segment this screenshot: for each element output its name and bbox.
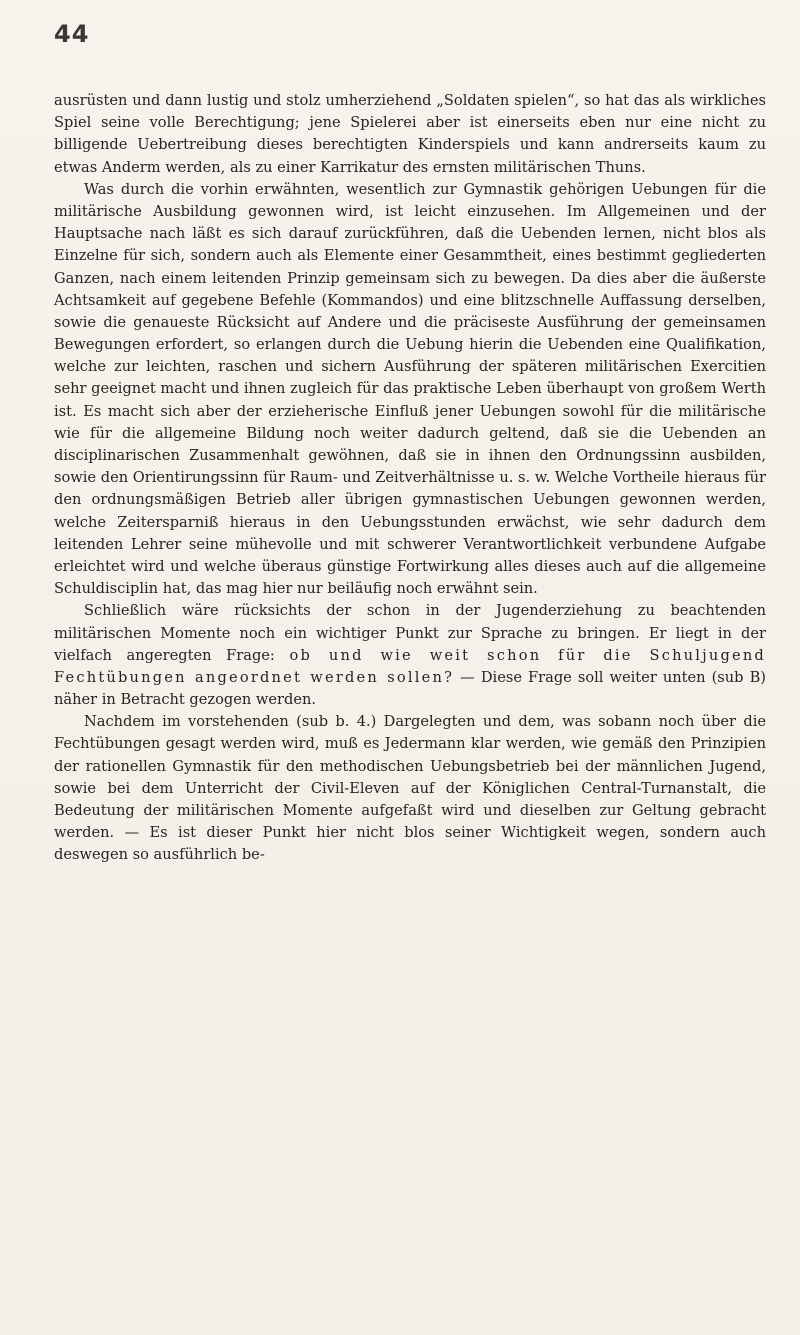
paragraph-4: Nachdem im vorstehenden (sub b. 4.) Dargelegten und dem, was sobann noch über die Fechtübungen gesagt werden wird, muß es Jedermann klar werden, wie gemäß den Prinzipien der rationellen Gymnastik für den methodischen Uebungsbetrieb bei der männlichen Jugend, sowie bei dem Unterricht der Civil-Eleven auf der Königlichen Central-Turnanstalt, die Bedeutung der militärischen Momente aufgefaßt wird und dieselben zur Geltung gebracht werden. — Es ist dieser Punkt hier nicht blos seiner Wichtigkeit wegen, sondern auch deswegen so ausführlich be- (54, 713, 766, 864)
body-text (54, 90, 766, 867)
page-number: 44 (54, 20, 90, 48)
paragraph-3 (54, 600, 766, 711)
spaced-question: ob und wie weit schon für die Schuljugend Fechtübungen angeordnet werden sollen? (54, 646, 766, 686)
paragraph-3-text-after: — Diese Frage soll weiter unten (sub B) näher in Betracht gezogen werden. (54, 668, 766, 709)
paragraph-1: ausrüsten und dann lustig und stolz umherziehend „Soldaten spielen“, so hat das als wirkliches Spiel seine volle Berechtigung; jene Spielerei aber ist einerseits eben nur eine nicht zu billigende Uebertreibung dieses berechtigten Kinderspiels und kann andrerseits kaum zu etwas Anderm werden, als zu einer Karrikatur des ernsten militärischen Thuns. (54, 92, 766, 176)
paragraph-3-text-before: Schließlich wäre rücksichts der schon in der Jugenderziehung zu beachtenden militärischen Momente noch ein wichtiger Punkt zur Sprache zu bringen. Er liegt in der vielfach angeregten Frage: (54, 602, 766, 664)
paragraph-2: Was durch die vorhin erwähnten, wesentlich zur Gymnastik gehörigen Uebungen für die militärische Ausbildung gewonnen wird, ist leicht einzusehen. Im Allgemeinen und der Hauptsache nach läßt es sich darauf zurückführen, daß die Uebenden lernen, nicht blos als Einzelne für sich, sondern auch als Elemente einer Gesammtheit, eines bestimmt gegliederten Ganzen, nach einem leitenden Prinzip gemeinsam sich zu bewegen. Da dies aber die äußerste Achtsamkeit auf gegebene Befehle (Kommandos) und eine blitzschnelle Auffassung derselben, sowie die genaueste Rücksicht auf Andere und die präciseste Ausführung der gemeinsamen Bewegungen erfordert, so erlangen durch die Uebung hierin die Uebenden eine Qualifikation, welche zur leichten, raschen und sichern Ausführung der späteren militärischen Exercitien sehr geeignet macht und ihnen zugleich für das praktische Leben überhaupt von großem Werth ist. Es macht sich aber der erzieherische Einfluß jener Uebungen sowohl für die militärische wie für die allgemeine Bildung noch weiter dadurch geltend, daß sie die Uebenden an disciplinarischen Zusammenhalt gewöhnen, daß sie in ihnen den Ordnungssinn ausbilden, sowie den Orientirungssinn für Raum- und Zeitverhältnisse u. s. w. Welche Vortheile hieraus für den ordnungsmäßigen Betrieb aller übrigen gymnastischen Uebungen gewonnen werden, welche Zeitersparniß hieraus in den Uebungsstunden erwächst, wie sehr dadurch dem leitenden Lehrer seine mühevolle und mit schwerer Verantwortlichkeit verbundene Aufgabe erleichtet wird und welche überaus günstige Fortwirkung alles dieses auch auf die allgemeine Schuldisciplin hat, das mag hier nur beiläufig noch erwähnt sein. (54, 180, 766, 598)
